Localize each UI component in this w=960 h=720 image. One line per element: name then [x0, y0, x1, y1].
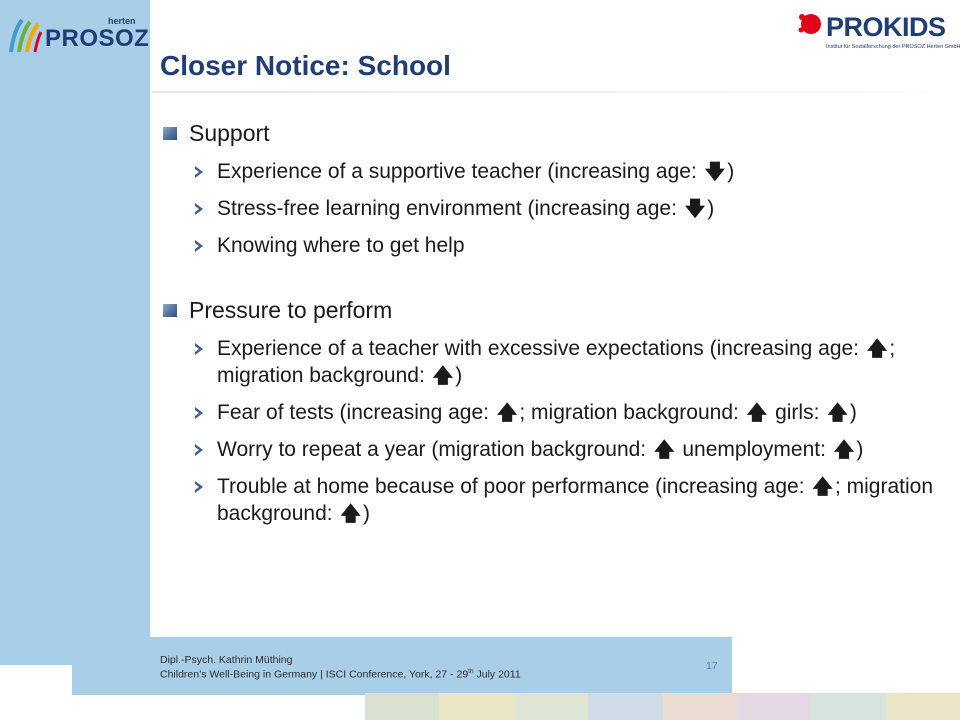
slide-content	[160, 118, 950, 527]
bullet-text: Stress-free learning environment (increasing age:	[217, 197, 683, 220]
section-heading-text: Pressure to perform	[189, 297, 393, 323]
bullet-item	[160, 195, 950, 222]
bullet-item	[160, 232, 950, 259]
bullet-item	[160, 399, 950, 426]
bullet-item	[160, 335, 950, 389]
bullet-text: )	[455, 364, 463, 387]
section-heading-text: Support	[189, 120, 270, 146]
chevron-bullet-icon	[193, 342, 205, 356]
section-heading	[160, 295, 950, 325]
bullet-text: girls:	[769, 401, 826, 424]
bullet-text: )	[707, 197, 715, 220]
prosoz-stripes-icon	[8, 16, 42, 56]
square-bullet-icon	[163, 304, 177, 317]
bullet-text: Experience of a supportive teacher (increasing age:	[217, 160, 703, 183]
bullet-text: Fear of tests (increasing age:	[217, 401, 495, 424]
title-divider	[152, 91, 960, 93]
bullet-text: unemployment:	[676, 438, 832, 461]
prosoz-wordmark: PROSOZ	[45, 25, 150, 52]
section	[160, 295, 950, 527]
up-arrow-icon: 🡅	[340, 501, 361, 525]
bullet-text: )	[856, 438, 864, 461]
chevron-bullet-icon	[193, 202, 205, 216]
bullet-item	[160, 158, 950, 185]
bullet-text: )	[362, 502, 370, 525]
bullet-text: ; migration background:	[217, 475, 934, 525]
prokids-logo	[796, 8, 960, 56]
prokids-figure-icon	[796, 10, 826, 40]
footer-conference: Children’s Well-Being in Germany | ISCI Conference, York, 27 - 29th July 2011	[160, 668, 521, 681]
prosoz-logo	[8, 14, 150, 58]
bullet-text: Experience of a teacher with excessive expectations (increasing age:	[217, 337, 865, 360]
chevron-bullet-icon	[193, 480, 205, 494]
chevron-bullet-icon	[193, 443, 205, 457]
prokids-subtitle: Institut für Sozialforschung der PROSOZ Herten GmbH	[826, 44, 960, 50]
up-arrow-icon: 🡅	[432, 363, 454, 387]
up-arrow-icon: 🡅	[496, 400, 518, 424]
bullet-text: )	[849, 401, 857, 424]
footer-author: Dipl.-Psych. Kathrin Müthing	[160, 654, 293, 666]
down-arrow-icon: 🡇	[684, 196, 706, 220]
footer-credits	[160, 654, 521, 681]
up-arrow-icon: 🡅	[866, 336, 888, 360]
chevron-bullet-icon	[193, 165, 205, 179]
bullet-item	[160, 436, 950, 463]
bullet-text: Knowing where to get help	[217, 234, 465, 257]
up-arrow-icon: 🡅	[827, 400, 848, 424]
section	[160, 118, 950, 259]
left-decorative-band	[0, 0, 150, 665]
chevron-bullet-icon	[193, 239, 205, 253]
bullet-text: Trouble at home because of poor performance (increasing age:	[217, 475, 811, 498]
up-arrow-icon: 🡅	[812, 474, 833, 498]
decorative-color-stripe	[365, 693, 960, 720]
down-arrow-icon: 🡇	[704, 159, 726, 183]
bullet-item	[160, 473, 950, 527]
bullet-text: Worry to repeat a year (migration background:	[217, 438, 652, 461]
up-arrow-icon: 🡅	[746, 400, 768, 424]
bullet-text: ; migration background:	[217, 337, 896, 387]
prokids-wordmark: PROKIDS	[826, 12, 946, 42]
bullet-text: ; migration background:	[519, 401, 745, 424]
chevron-bullet-icon	[193, 406, 205, 420]
up-arrow-icon: 🡅	[833, 437, 855, 461]
square-bullet-icon	[163, 127, 177, 140]
prosoz-subtitle: herten	[108, 16, 136, 26]
bullet-text: )	[727, 160, 735, 183]
slide-title: Closer Notice: School	[160, 50, 451, 81]
page-number: 17	[706, 660, 718, 672]
up-arrow-icon: 🡅	[653, 437, 675, 461]
section-heading	[160, 118, 950, 148]
